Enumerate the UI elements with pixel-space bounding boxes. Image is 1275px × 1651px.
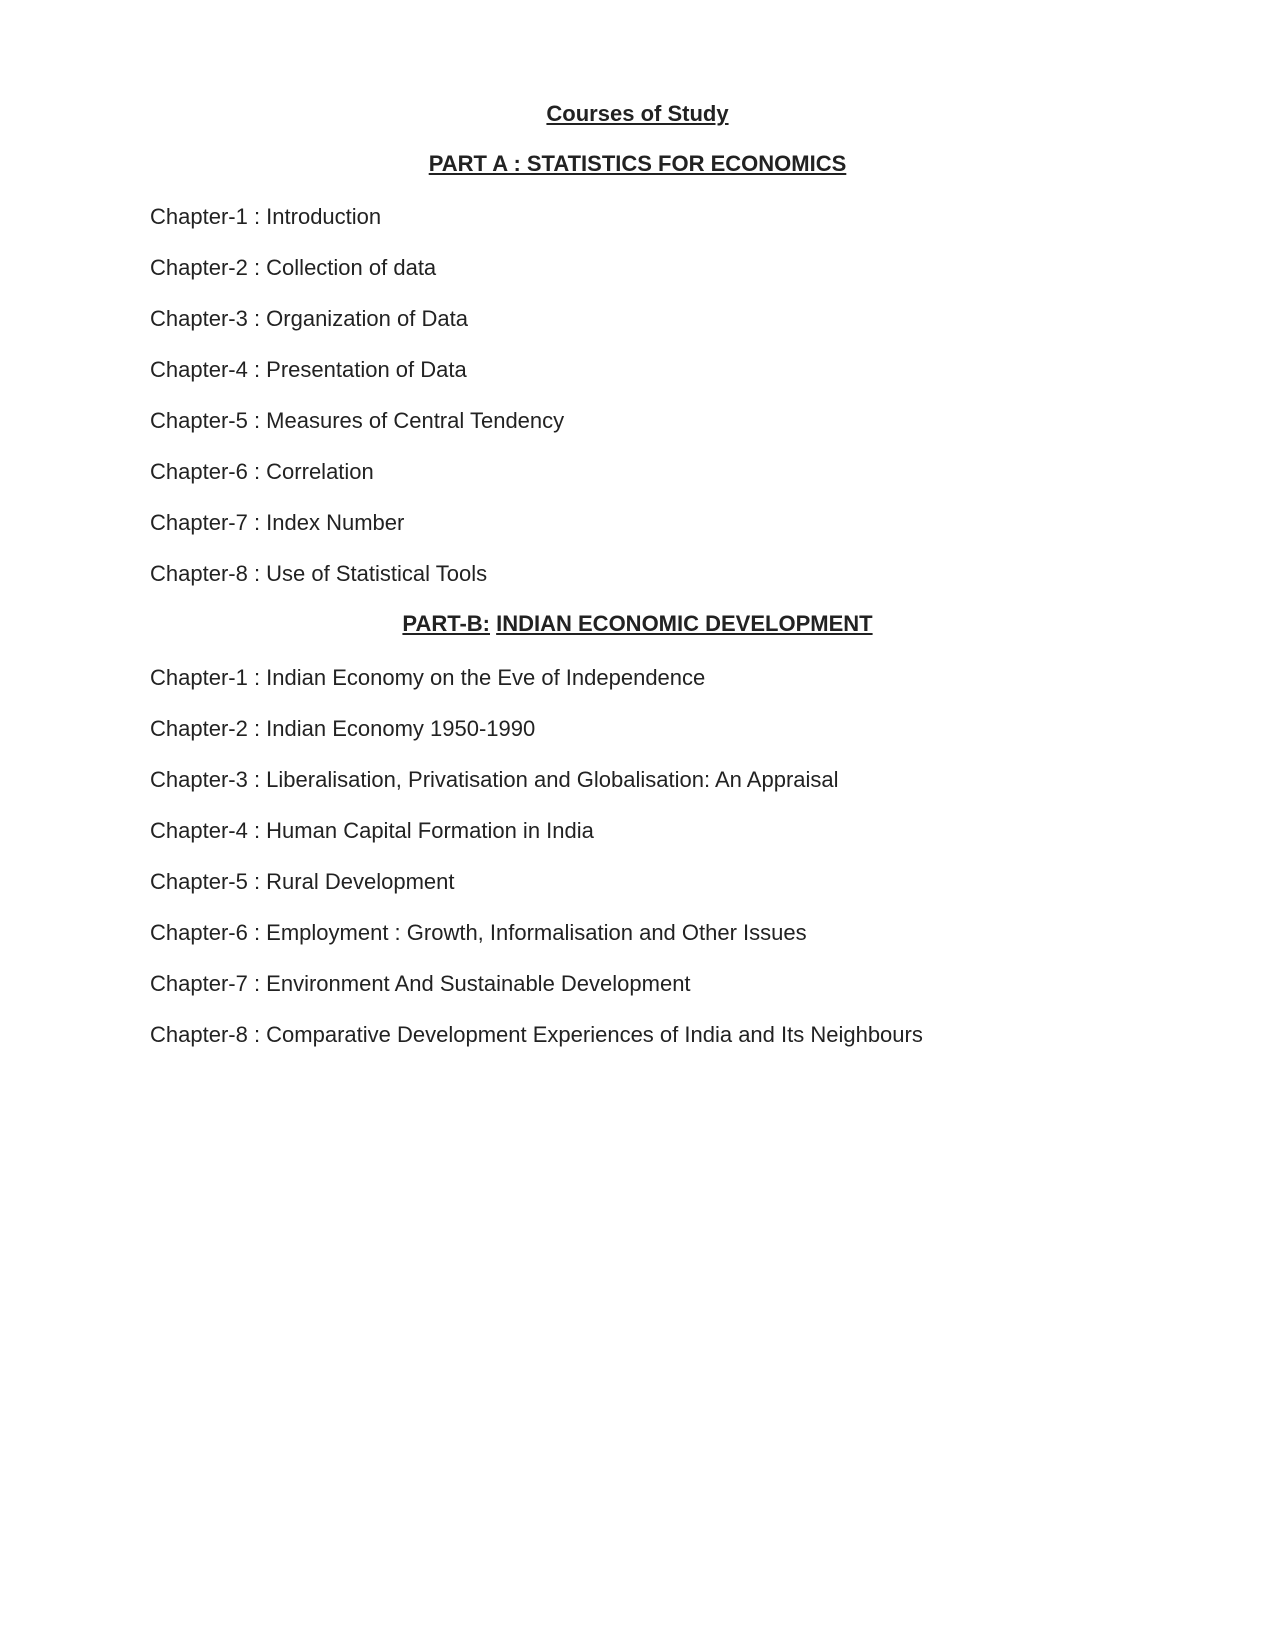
- chapter-item: Chapter-3 : Liberalisation, Privatisation and Globalisation: An Appraisal: [150, 767, 839, 792]
- part-a-chapter-list: [150, 203, 564, 611]
- part-b-chapter-list: [150, 664, 923, 1072]
- chapter-item: Chapter-7 : Index Number: [150, 510, 405, 535]
- chapter-item: Chapter-6 : Correlation: [150, 459, 374, 484]
- page-title: Courses of Study: [546, 101, 729, 126]
- chapter-item: Chapter-4 : Presentation of Data: [150, 357, 467, 382]
- chapter-item: Chapter-1 : Indian Economy on the Eve of Independence: [150, 665, 706, 690]
- chapter-item: Chapter-8 : Use of Statistical Tools: [150, 561, 488, 586]
- chapter-item: Chapter-5 : Measures of Central Tendency: [150, 408, 565, 433]
- chapter-item: Chapter-8 : Comparative Development Experiences of India and Its Neighbours: [150, 1022, 923, 1047]
- chapter-item: Chapter-5 : Rural Development: [150, 869, 455, 894]
- part-a-heading-text: PART A : STATISTICS FOR ECONOMICS: [428, 151, 847, 176]
- chapter-item: Chapter-4 : Human Capital Formation in India: [150, 818, 594, 843]
- chapter-item: Chapter-1 : Introduction: [150, 204, 382, 229]
- part-a-heading: [0, 150, 1275, 178]
- part-b-heading: [0, 610, 1275, 638]
- chapter-item: Chapter-3 : Organization of Data: [150, 306, 468, 331]
- part-b-heading-text: INDIAN ECONOMIC DEVELOPMENT: [496, 611, 873, 636]
- chapter-item: Chapter-2 : Indian Economy 1950-1990: [150, 716, 536, 741]
- chapter-item: Chapter-2 : Collection of data: [150, 255, 437, 280]
- chapter-item: Chapter-7 : Environment And Sustainable Development: [150, 971, 691, 996]
- chapter-item: Chapter-6 : Employment : Growth, Informalisation and Other Issues: [150, 920, 807, 945]
- part-b-heading-prefix: PART-B:: [402, 611, 490, 636]
